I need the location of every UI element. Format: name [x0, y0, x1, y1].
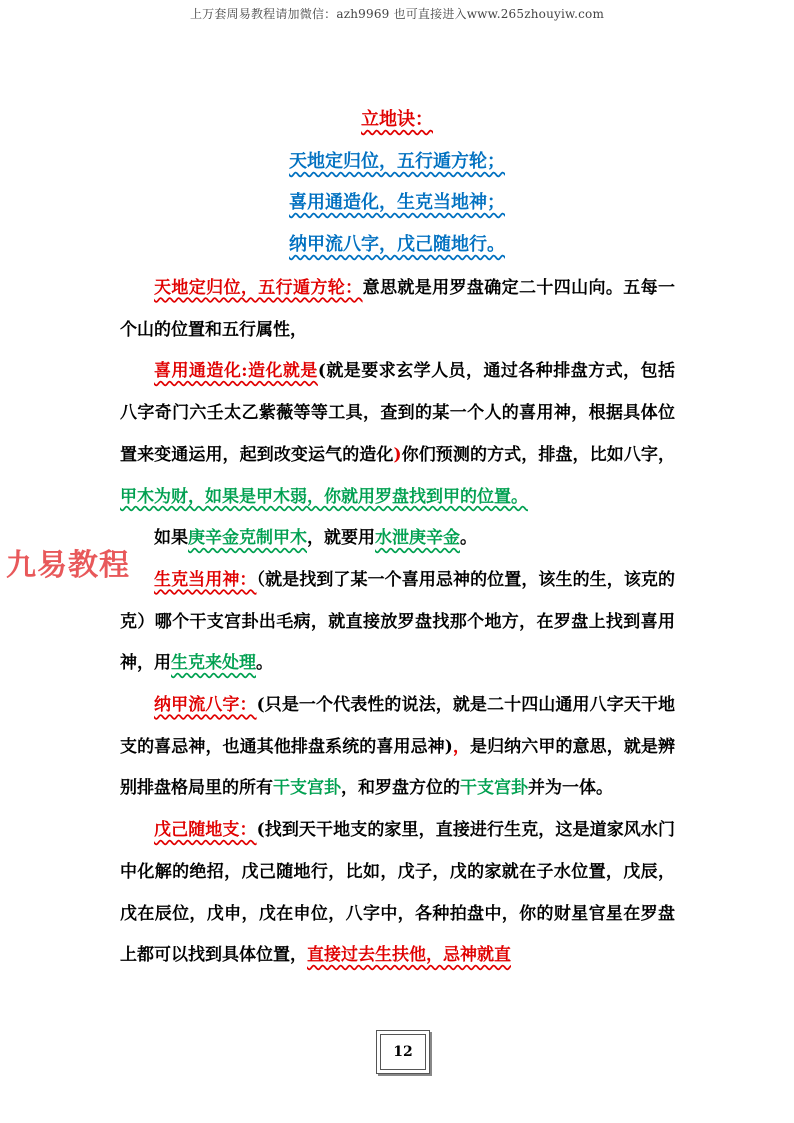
paragraph-text: 。	[460, 528, 477, 549]
paragraph-text: (找到天干地支的家里，直接进行生克，这是道家风水门中化解的绝招，戊己随地行，比如，戊子，戊的家就在子水位置，戊辰，戊在辰位，戊申，戊在申位，八字中，各种拍盘中，你的财星官星在罗盘上都可以找到具体位置，	[120, 820, 675, 966]
keyword-heading: 生克当用神：	[154, 569, 257, 590]
paragraph-text: ，和罗盘方位的	[341, 778, 460, 799]
paragraph-4	[120, 560, 675, 685]
page-number-box	[376, 1030, 430, 1074]
keyword-heading: 纳甲流八字：	[154, 695, 257, 716]
paragraph-text: (就是要求玄学人员，通过各种排盘方式，包括八字奇门六壬太乙紫薇等等工具，查到的某一个人的喜用神，根据具体位置来变通运用，起到改变运气的造化	[120, 361, 676, 465]
verse-line-1	[0, 147, 794, 173]
body-content	[120, 268, 675, 977]
paragraph-text: 你们预测的方式，排盘，比如八字，	[401, 444, 676, 465]
paragraph-text: 如果	[154, 528, 188, 549]
watermark-logo: 九易教程	[6, 548, 130, 583]
highlighted-text: 生克来处理	[171, 653, 256, 674]
highlighted-text: 直接过去生扶他，忌神就直	[307, 945, 511, 966]
page-header: 上万套周易教程请加微信：azh9969 也可直接进入www.265zhouyiw.com	[189, 7, 605, 21]
paragraph-text: (只是一个代表性的说法，就是二十四山通用八字天干地支的喜忌神，也通其他排盘系统的喜用忌神)	[120, 695, 675, 757]
paragraph-text: 并为一体。	[528, 778, 613, 799]
paragraph-3	[120, 518, 675, 560]
paragraph-text: （就是找到了某一个喜用忌神的位置，该生的生，该克的克）哪个干支宫卦出毛病，就直接放罗盘找那个地方，在罗盘上找到喜用神，用	[120, 569, 675, 674]
paragraph-6	[120, 810, 675, 977]
paragraph-1	[120, 268, 675, 351]
verse-text-1: 天地定归位，五行遁方轮；	[289, 151, 505, 172]
page-number: 12	[380, 1034, 426, 1070]
paragraph-text: 是归纳六甲的意思，就是辨别排盘格局里的所有	[120, 736, 675, 799]
paragraph-text: 意思就是用罗盘确定二十四山向。五每一个山的位置和五行属性，	[120, 278, 676, 340]
highlighted-text: 干支宫卦	[273, 778, 341, 799]
highlighted-text: 水泄庚辛金	[375, 528, 460, 549]
closing-paren: )	[393, 444, 402, 465]
section-title-text: 立地诀：	[361, 109, 433, 130]
paragraph-text: 。	[256, 653, 273, 674]
verse-text-2: 喜用通造化，生克当地神；	[289, 192, 505, 213]
paragraph-5	[120, 685, 675, 810]
verse-text-3: 纳甲流八字，戊己随地行。	[289, 234, 505, 255]
highlighted-text: 干支宫卦	[460, 778, 528, 799]
highlighted-text: 甲木为财，如果是甲木弱，你就用罗盘找到甲的位置。	[120, 486, 528, 507]
section-title	[0, 105, 794, 131]
keyword-heading: 戊己随地支：	[154, 820, 257, 841]
highlighted-text: 庚辛金克制甲木	[188, 528, 307, 549]
verse-line-3	[0, 230, 794, 256]
red-comma: ，	[452, 736, 470, 757]
paragraph-2	[120, 351, 675, 518]
keyword-heading: 天地定归位，五行遁方轮：	[154, 278, 363, 298]
verse-line-2	[0, 188, 794, 214]
keyword-heading: 喜用通造化:造化就是	[154, 361, 318, 382]
paragraph-text: ，就要用	[307, 528, 375, 549]
